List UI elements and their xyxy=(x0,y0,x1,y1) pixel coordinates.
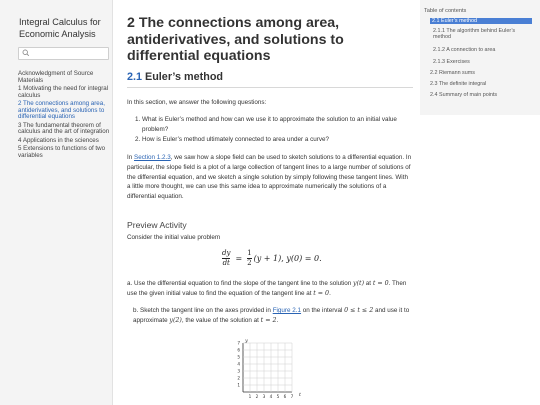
equation-rest: (y + 1), y(0) = 0. xyxy=(253,253,322,263)
toc-item-algorithm[interactable]: 2.1.1 The algorithm behind Euler’s method xyxy=(433,28,516,41)
chapter-nav xyxy=(18,71,110,161)
search-icon xyxy=(22,49,30,57)
y-tick-label: 3 xyxy=(237,368,240,374)
coefficient-fraction xyxy=(247,250,251,267)
preview-condition: Consider the initial value problem xyxy=(127,234,221,241)
y-tick-label: 6 xyxy=(237,347,240,353)
y-axis-label: y xyxy=(245,338,248,344)
item-text: on the interval xyxy=(301,307,345,314)
item-text: . xyxy=(276,316,279,324)
item-text: , the value of the solution at xyxy=(181,316,261,324)
chapter-title: 2 The connections among area, antiderivatives, and solutions to differential equations xyxy=(127,15,344,64)
plot-grid xyxy=(243,343,292,392)
y-tick-label: 1 xyxy=(237,382,240,388)
item-text: . xyxy=(329,289,331,297)
para-rest: , we saw how a slope field can be used to sketch solutions to a differential equation. In particular, the slope field is a plot of a large collection of tangent lines to a large number of solutions of the differential equation, and we sketch a single solution by simply following these tangent lines. With a little more thought, we can use this same idea to approximate numerically the solutions of a differential equation. xyxy=(127,154,412,201)
math-inline: t = 0 xyxy=(313,289,330,297)
intro-text: In this section, we answer the following questions: xyxy=(127,99,267,106)
derivative-fraction xyxy=(222,250,230,267)
item-text: a. Use the differential equation to find the slope of the tangent line to the solution xyxy=(127,280,354,287)
math-inline: t = 0 xyxy=(372,280,389,287)
nav-item-chapter-2[interactable]: 2 The connections among area, antiderivatives, and solutions to differential equations xyxy=(18,99,105,121)
toc-item-euler[interactable]: 2.1 Euler’s method xyxy=(430,18,532,24)
slope-field-paragraph xyxy=(127,153,413,202)
x-tick-label: 5 xyxy=(276,394,280,399)
toc-title: Table of contents xyxy=(424,8,467,14)
math-inline: y(2) xyxy=(169,316,182,324)
x-tick-label: 3 xyxy=(262,394,266,399)
toc-item-exercises[interactable]: 2.1.3 Exercises xyxy=(433,59,470,65)
search-input[interactable] xyxy=(18,47,109,60)
nav-item-chapter-5[interactable]: 5 Extensions to functions of two variables xyxy=(18,144,106,159)
x-tick-label: 6 xyxy=(283,394,287,399)
item-text: b. Sketch the tangent line on the axes provided in xyxy=(133,307,273,314)
activity-item-b xyxy=(133,306,413,326)
questions-list xyxy=(133,115,422,145)
x-tick-label: 4 xyxy=(269,394,273,399)
toc-item-riemann[interactable]: 2.2 Riemann sums xyxy=(430,70,475,76)
item-text: . Then use the given initial value to find the equation of the tangent line at xyxy=(127,280,407,297)
section-number: 2.1 xyxy=(127,71,143,83)
frac-den: 2 xyxy=(247,258,252,267)
nav-item-chapter-4[interactable]: 4 Applications in the sciences xyxy=(18,136,99,144)
section-title: Euler’s method xyxy=(145,71,224,83)
nav-item-chapter-1[interactable]: 1 Motivating the need for integral calculus xyxy=(18,84,109,99)
preview-heading: Preview Activity xyxy=(127,220,187,230)
x-tick-label: 7 xyxy=(290,394,294,399)
math-inline: t = 2 xyxy=(260,316,277,324)
initial-value-equation xyxy=(220,250,322,267)
x-tick-labels xyxy=(249,394,294,399)
toc-item-summary[interactable]: 2.4 Summary of main points xyxy=(430,92,498,98)
frac-num: 1 xyxy=(247,249,252,257)
y-tick-label: 4 xyxy=(237,361,240,367)
nav-item-chapter-3[interactable]: 3 The fundamental theorem of calculus and the art of integration xyxy=(18,121,110,136)
question-item: 2. How is Euler’s method ultimately connected to area under a curve? xyxy=(142,135,422,145)
frac-num: dy xyxy=(222,249,231,257)
toc-item-definite-integral[interactable]: 2.3 The definite integral xyxy=(430,81,487,87)
question-item: 1. What is Euler’s method and how can we use it to approximate the solution to an initial value problem? xyxy=(142,115,422,135)
y-tick-label: 5 xyxy=(237,354,240,360)
nav-item-acknowledgment[interactable]: Acknowledgment of Source Materials xyxy=(18,70,94,84)
y-tick-label: 2 xyxy=(237,375,240,381)
section-heading xyxy=(127,71,413,88)
para-prefix: In xyxy=(127,154,135,161)
item-text: and use it to approximate xyxy=(133,307,410,324)
equals-sign: = xyxy=(235,253,243,263)
x-tick-label: 1 xyxy=(248,394,252,399)
toc-item-area[interactable]: 2.1.2 A connection to area xyxy=(433,47,496,53)
figure-link[interactable]: Figure 2.1 xyxy=(272,307,302,314)
y-tick-labels xyxy=(237,341,240,388)
math-inline: y(t) xyxy=(353,280,365,287)
x-axis-label: t xyxy=(299,392,302,398)
x-tick-label: 2 xyxy=(255,394,259,399)
frac-den: dt xyxy=(222,258,230,267)
math-inline: 0 ≤ t ≤ 2 xyxy=(344,307,374,314)
activity-item-a xyxy=(127,279,413,299)
section-link[interactable]: Section 1.2.3 xyxy=(134,154,171,161)
book-title[interactable]: Integral Calculus for Economic Analysis xyxy=(19,17,101,39)
sidebar xyxy=(0,0,113,405)
item-text: at xyxy=(364,280,373,287)
y-tick-label: 7 xyxy=(237,340,240,346)
tangent-line-axes xyxy=(231,336,311,404)
